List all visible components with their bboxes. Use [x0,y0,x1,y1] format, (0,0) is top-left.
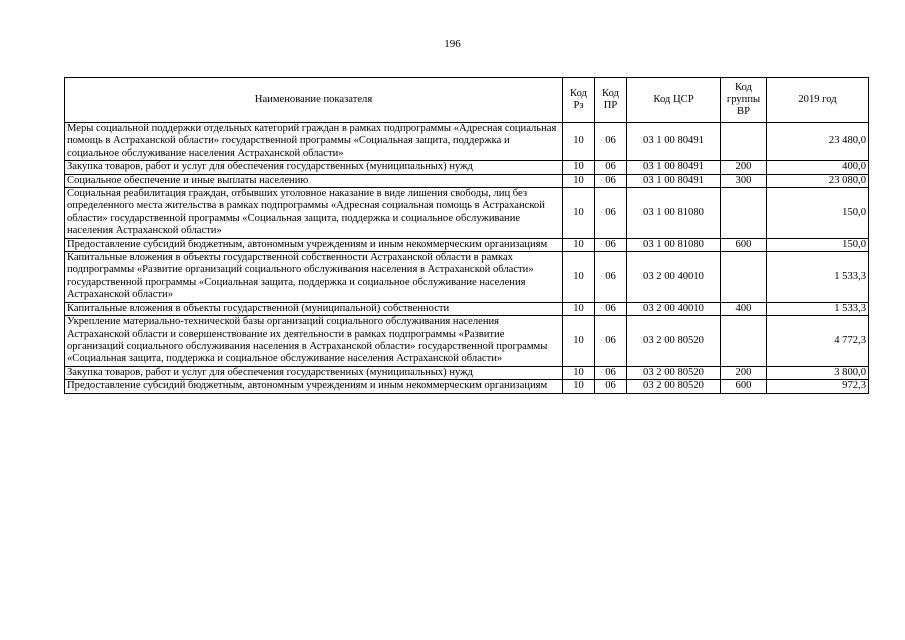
table-row [65,123,869,161]
row-csr: 03 2 00 80520 [627,380,721,393]
header-csr: Код ЦСР [627,78,721,123]
row-value: 150,0 [767,188,869,239]
row-pr: 06 [595,366,627,379]
row-value: 150,0 [767,238,869,251]
row-value: 3 800,0 [767,366,869,379]
row-pr: 06 [595,238,627,251]
row-name: Предоставление субсидий бюджетным, автономным учреждениям и иным некоммерческим организациям [65,238,563,251]
row-rz: 10 [563,252,595,303]
header-rz: Код Рз [563,78,595,123]
row-rz: 10 [563,366,595,379]
row-vr [721,316,767,367]
row-csr: 03 1 00 80491 [627,174,721,187]
row-value: 23 080,0 [767,174,869,187]
row-pr: 06 [595,316,627,367]
row-vr: 600 [721,238,767,251]
row-csr: 03 2 00 80520 [627,366,721,379]
row-rz: 10 [563,188,595,239]
row-pr: 06 [595,188,627,239]
header-year: 2019 год [767,78,869,123]
row-name: Укрепление материально-технической базы организаций социального обслуживания населения Астраханской области и совершенствование их деятельности в рамках подпрограммы «Развитие организаций социального обслуживания населения в Астраханской области» государственной программы «Социальная защита, поддержка и социальное обслуживание населения Астраханской области» [65,316,563,367]
row-name: Предоставление субсидий бюджетным, автономным учреждениям и иным некоммерческим организациям [65,380,563,393]
row-csr: 03 2 00 40010 [627,252,721,303]
row-vr [721,123,767,161]
row-pr: 06 [595,252,627,303]
row-name: Социальная реабилитация граждан, отбывших уголовное наказание в виде лишения свободы, лиц без определенного места жительства в рамках подпрограммы «Адресная социальная помощь в Астраханской области» государственной программы «Социальная защита, поддержка и социальное обслуживание населения Астраханской области» [65,188,563,239]
row-name: Капитальные вложения в объекты государственной (муниципальной) собственности [65,302,563,315]
row-vr: 300 [721,174,767,187]
table-row [65,302,869,315]
row-name: Капитальные вложения в объекты государственной собственности Астраханской области в рамках подпрограммы «Развитие организаций социального обслуживания населения в Астраханской области» государственной программы «Социальная защита, поддержка и социальное обслуживание населения Астраханской области» [65,252,563,303]
header-pr: Код ПР [595,78,627,123]
row-rz: 10 [563,123,595,161]
row-rz: 10 [563,161,595,174]
budget-table [64,77,869,394]
table-header-row [65,78,869,123]
row-pr: 06 [595,380,627,393]
row-csr: 03 1 00 81080 [627,188,721,239]
row-value: 23 480,0 [767,123,869,161]
row-value: 1 533,3 [767,302,869,315]
header-vr: Код группы ВР [721,78,767,123]
table-row [65,238,869,251]
table-row [65,380,869,393]
row-value: 4 772,3 [767,316,869,367]
row-value: 1 533,3 [767,252,869,303]
row-rz: 10 [563,316,595,367]
row-vr: 200 [721,161,767,174]
row-vr [721,252,767,303]
row-pr: 06 [595,302,627,315]
table-row [65,161,869,174]
table-row [65,188,869,239]
row-vr: 200 [721,366,767,379]
row-csr: 03 1 00 80491 [627,123,721,161]
row-name: Социальное обеспечение и иные выплаты населению [65,174,563,187]
table-row [65,174,869,187]
row-csr: 03 1 00 81080 [627,238,721,251]
row-rz: 10 [563,238,595,251]
table-row [65,366,869,379]
row-vr [721,188,767,239]
table-row [65,252,869,303]
row-csr: 03 1 00 80491 [627,161,721,174]
row-pr: 06 [595,161,627,174]
row-csr: 03 2 00 40010 [627,302,721,315]
row-vr: 400 [721,302,767,315]
row-vr: 600 [721,380,767,393]
row-rz: 10 [563,302,595,315]
row-value: 400,0 [767,161,869,174]
row-csr: 03 2 00 80520 [627,316,721,367]
row-name: Закупка товаров, работ и услуг для обеспечения государственных (муниципальных) нужд [65,366,563,379]
row-rz: 10 [563,174,595,187]
row-name: Меры социальной поддержки отдельных категорий граждан в рамках подпрограммы «Адресная социальная помощь в Астраханской области» государственной программы «Социальная защита, поддержка и социальное обслуживание населения Астраханской области» [65,123,563,161]
row-name: Закупка товаров, работ и услуг для обеспечения государственных (муниципальных) нужд [65,161,563,174]
row-pr: 06 [595,123,627,161]
header-name: Наименование показателя [65,78,563,123]
row-rz: 10 [563,380,595,393]
page-number: 196 [444,38,461,50]
row-pr: 06 [595,174,627,187]
row-value: 972,3 [767,380,869,393]
table-row [65,316,869,367]
